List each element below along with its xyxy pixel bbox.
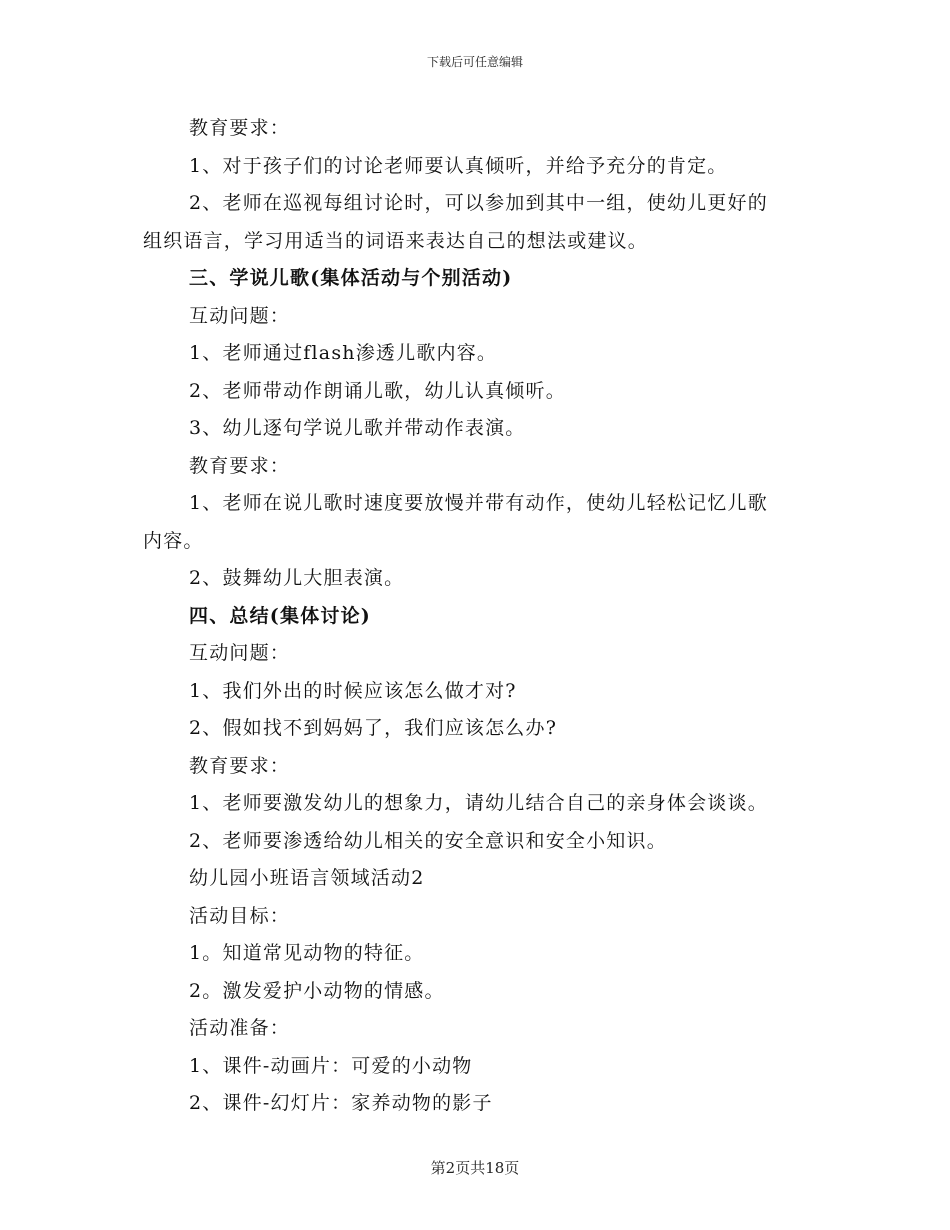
document-body: [143, 110, 813, 1123]
text-line: 1。知道常见动物的特征。: [189, 942, 425, 964]
text-line: 1、老师通过flash渗透儿歌内容。: [189, 342, 498, 364]
text-line: 1、老师要激发幼儿的想象力，请幼儿结合自己的亲身体会谈谈。: [189, 792, 768, 814]
text-line: 2。激发爱护小动物的情感。: [189, 979, 445, 1002]
text-line: 活动目标：: [189, 904, 291, 927]
section-heading: 三、学说儿歌(集体活动与个别活动): [189, 267, 513, 289]
text-line: 内容。: [143, 529, 204, 552]
text-line: 组织语言，学习用适当的词语来表达自己的想法或建议。: [143, 229, 649, 252]
text-line: 2、课件-幻灯片：家养动物的影子: [189, 1092, 493, 1114]
text-line: 互动问题：: [189, 642, 291, 664]
text-line: 教育要求：: [189, 454, 291, 477]
text-line: 2、鼓舞幼儿大胆表演。: [189, 567, 405, 589]
text-line: 3、幼儿逐句学说儿歌并带动作表演。: [189, 417, 526, 439]
text-line: 活动准备：: [189, 1017, 291, 1039]
text-line: 教育要求：: [189, 117, 291, 139]
text-line: 幼儿园小班语言领域活动2: [189, 867, 425, 889]
page-number-footer: 第2页共18页: [430, 1159, 520, 1177]
text-line: 2、老师带动作朗诵儿歌，幼儿认真倾听。: [189, 379, 566, 402]
text-line: 教育要求：: [189, 754, 291, 777]
text-line: 互动问题：: [189, 304, 291, 327]
section-heading: 四、总结(集体讨论): [189, 604, 371, 627]
text-line: 1、我们外出的时候应该怎么做才对?: [189, 679, 517, 702]
text-line: 2、老师在巡视每组讨论时，可以参加到其中一组，使幼儿更好的: [189, 192, 768, 214]
text-line: 2、假如找不到妈妈了，我们应该怎么办?: [189, 717, 558, 739]
text-line: 1、课件-动画片：可爱的小动物: [189, 1054, 473, 1077]
text-line: 1、对于孩子们的讨论老师要认真倾听，并给予充分的肯定。: [189, 154, 728, 177]
text-line: 1、老师在说儿歌时速度要放慢并带有动作，使幼儿轻松记忆儿歌: [189, 492, 768, 514]
page-header-note: 下载后可任意编辑: [426, 55, 523, 69]
text-line: 2、老师要渗透给幼儿相关的安全意识和安全小知识。: [189, 829, 667, 852]
